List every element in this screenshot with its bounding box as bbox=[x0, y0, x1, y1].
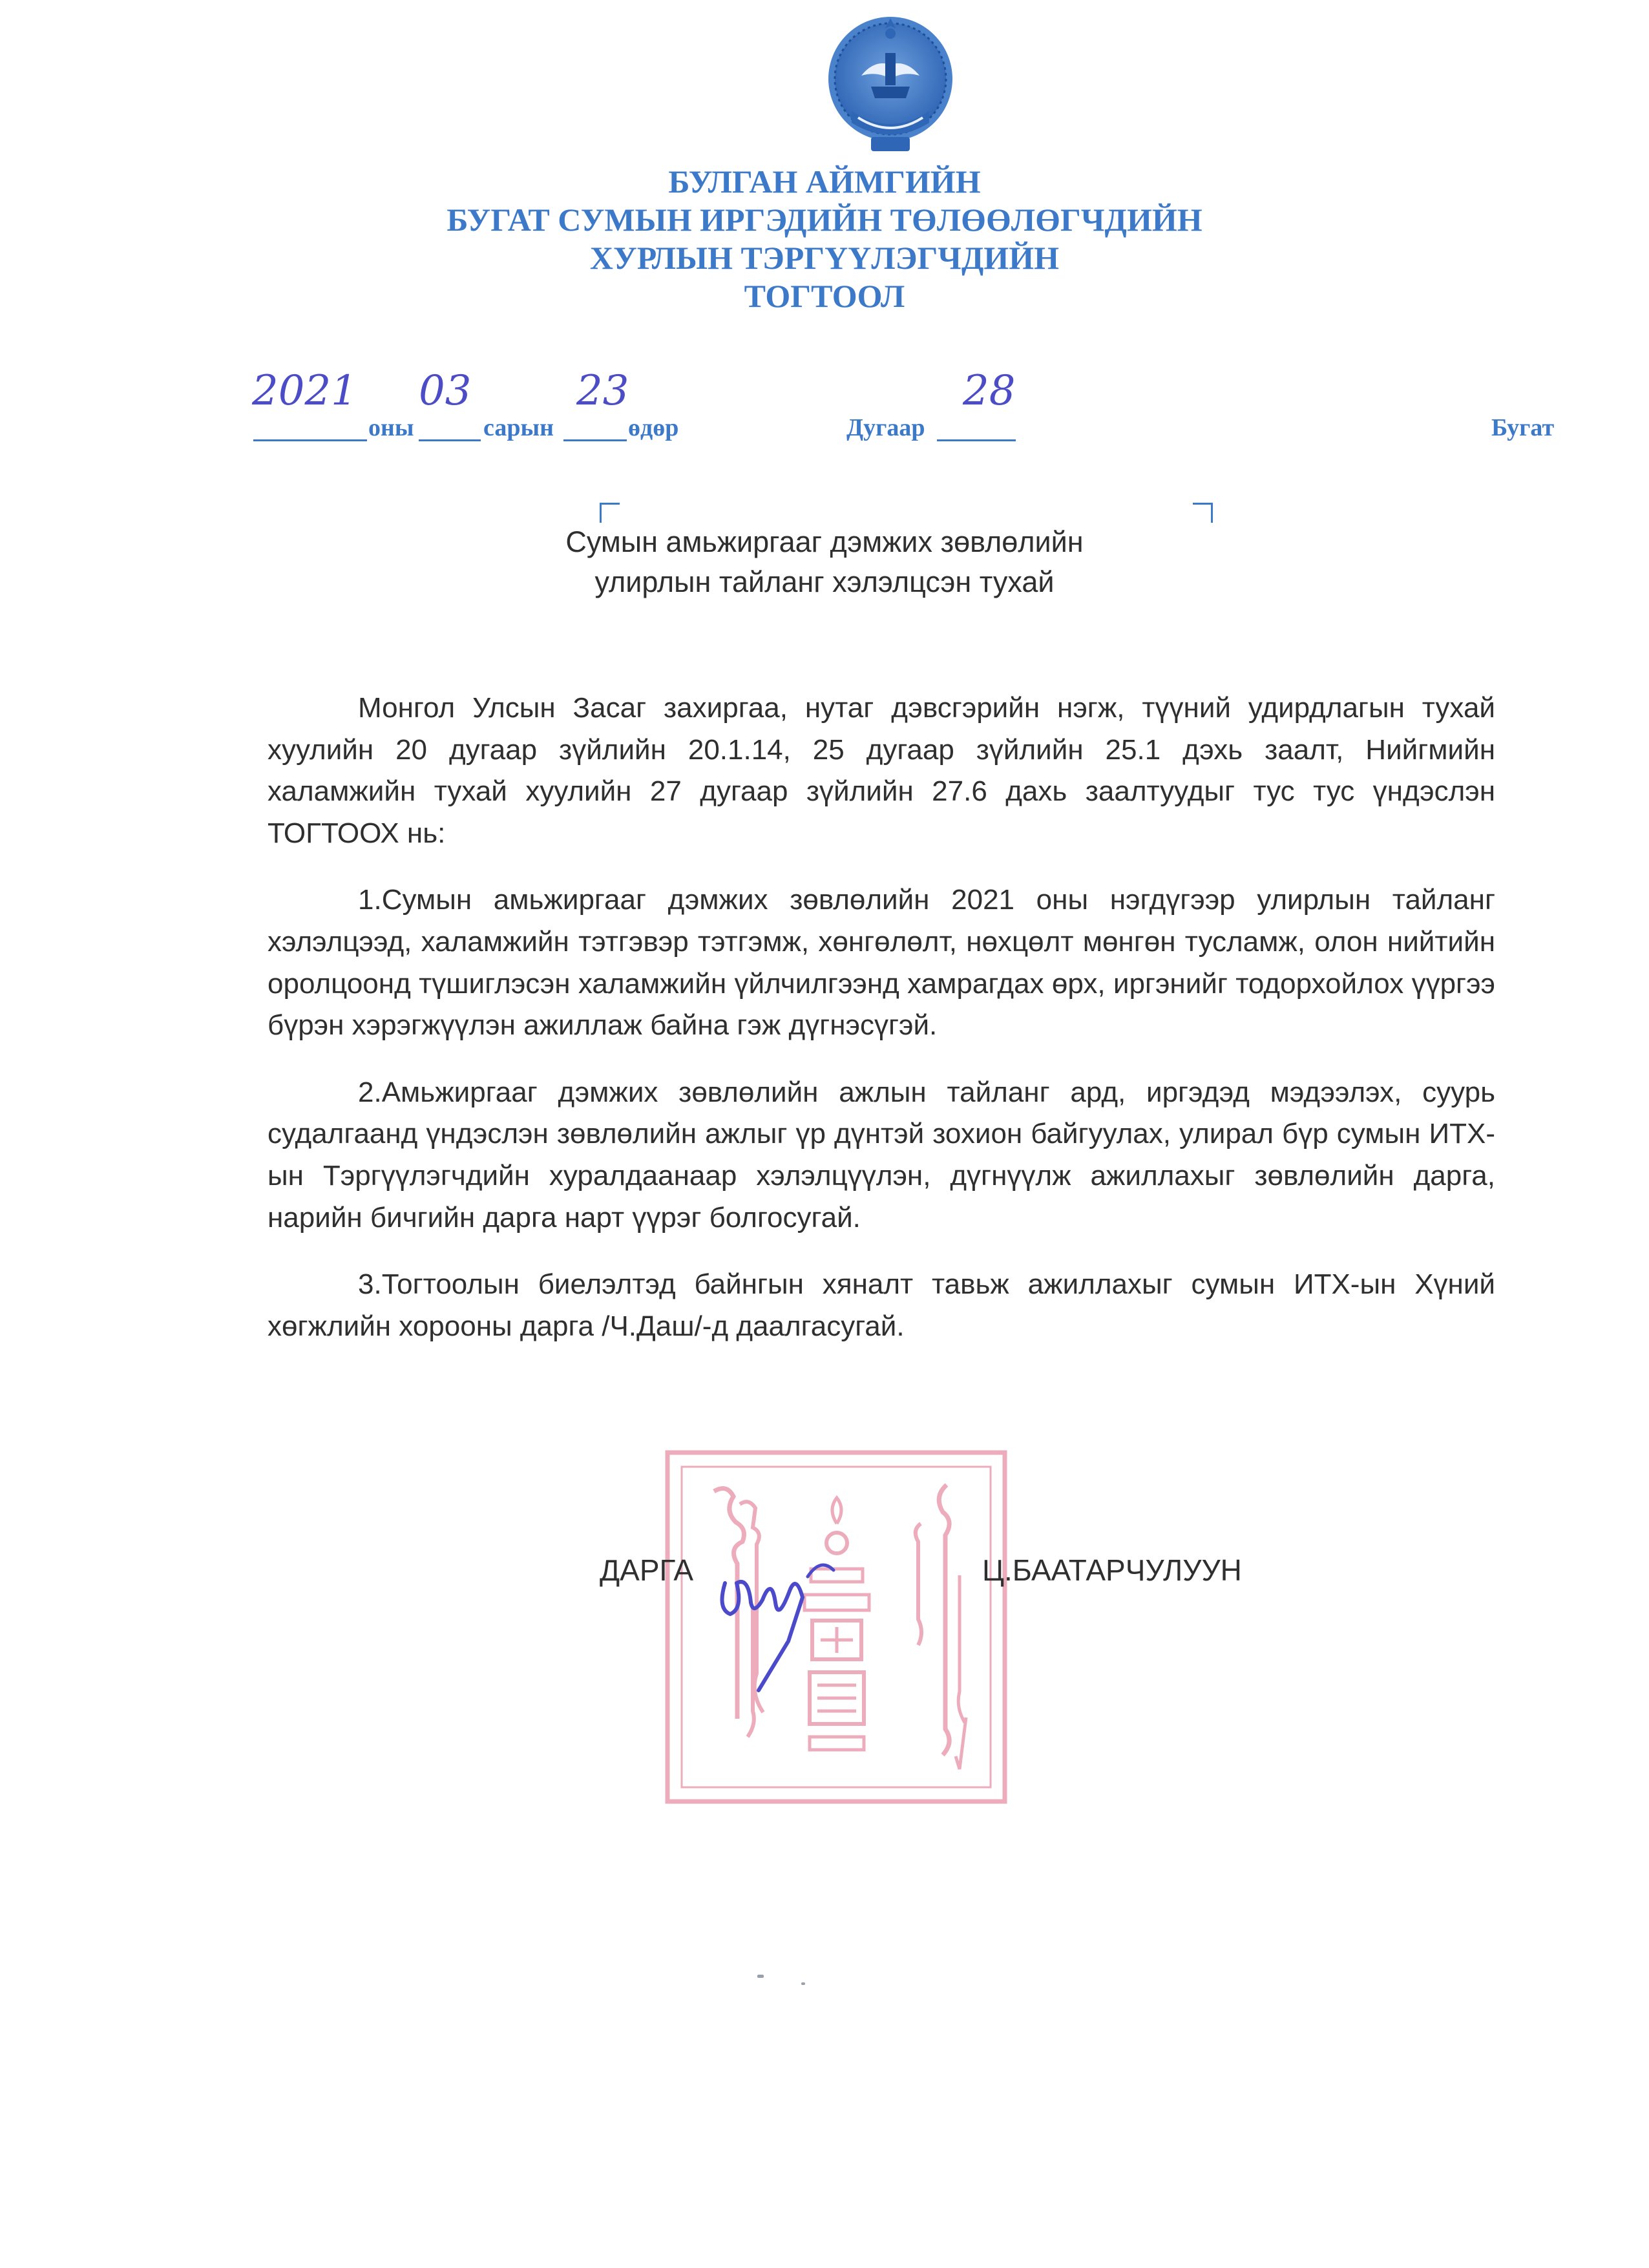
handwritten-year: 2021 bbox=[252, 367, 357, 415]
handwritten-month: 03 bbox=[419, 367, 472, 415]
place-name: Бугат bbox=[1491, 414, 1555, 441]
day-suffix: өдөр bbox=[628, 414, 679, 441]
chairman-signature-icon bbox=[711, 1538, 859, 1693]
header-presidium: ХУРЛЫН ТЭРГҮҮЛЭГЧДИЙН bbox=[589, 240, 1060, 276]
resolution-body bbox=[268, 688, 1495, 1372]
clause-3: 3.Тогтоолын биелэлтэд байнгын хяналт тавьж ажиллахыг сумын ИТХ-ын Хүний хөгжлийн хорооны дарга /Ч.Даш/-д даалгасугай. bbox=[268, 1268, 1495, 1342]
clause-2: 2.Амьжиргааг дэмжих зөвлөлийн ажлын тайланг ард, иргэдэд мэдээлэх, суурь судалгаанд үндэслэн зөвлөлийн ажлыг үр дүнтэй зохион байгуулах, улирал бүр сумын ИТХ-ын Тэргүүлэгчдийн хуралдаанаар хэлэлцүүлэн, дүгнүүлж ажиллахыг зөвлөлийн дарга, нарийн бичгийн дарга нарт үүрэг болгосугай. bbox=[268, 1076, 1495, 1234]
scan-speck bbox=[757, 1975, 764, 1978]
handwritten-number: 28 bbox=[963, 367, 1016, 415]
header-resolution: ТОГТООЛ bbox=[744, 278, 905, 314]
subject-line-1: Сумын амьжиргааг дэмжих зөвлөлийн bbox=[565, 525, 1084, 558]
number-label: Дугаар bbox=[846, 414, 925, 441]
document-header bbox=[0, 163, 1649, 315]
preamble-paragraph: Монгол Улсын Засаг захиргаа, нутаг дэвсгэрийн нэгж, түүний удирдлагын тухай хуулийн 20 дугаар зүйлийн 20.1.14, 25 дугаар зүйлийн 25.1 дэхь заалт, Нийгмийн халамжийн тухай хуулийн 27 дугаар зүйлийн 27.6 дахь заалтуудыг тус тус үндэслэн ТОГТООХ нь: bbox=[268, 692, 1495, 849]
state-emblem-icon bbox=[826, 14, 955, 155]
signer-name: Ц.БААТАРЧУЛУУН bbox=[982, 1553, 1242, 1587]
header-aimag: БУЛГАН АЙМГИЙН bbox=[668, 163, 981, 200]
handwritten-day: 23 bbox=[576, 367, 629, 415]
header-council: БУГАТ СУМЫН ИРГЭДИЙН ТӨЛӨӨЛӨГЧДИЙН bbox=[446, 202, 1203, 238]
resolution-subject bbox=[0, 522, 1649, 602]
subject-line-2: улирлын тайланг хэлэлцсэн тухай bbox=[594, 565, 1055, 598]
year-suffix: оны bbox=[368, 414, 414, 441]
subject-corner-right bbox=[1193, 503, 1213, 523]
month-suffix: сарын bbox=[483, 414, 554, 441]
signer-title: ДАРГА bbox=[600, 1553, 694, 1587]
subject-corner-left bbox=[600, 503, 620, 523]
clause-1: 1.Сумын амьжиргааг дэмжих зөвлөлийн 2021 оны нэгдүгээр улирлын тайланг хэлэлцээд, халамжийн тэтгэвэр тэтгэмж, хөнгөлөлт, нөхцөлт мөнгөн тусламж, олон нийтийн оролцоонд түшиглэсэн халамжийн үйлчилгээнд хамрагдах өрх, иргэнийг тодорхойлох үүргээ бүрэн хэрэгжүүлэн ажиллаж байна гэж дүгнэсүгэй. bbox=[268, 884, 1495, 1042]
scan-speck bbox=[801, 1982, 805, 1985]
